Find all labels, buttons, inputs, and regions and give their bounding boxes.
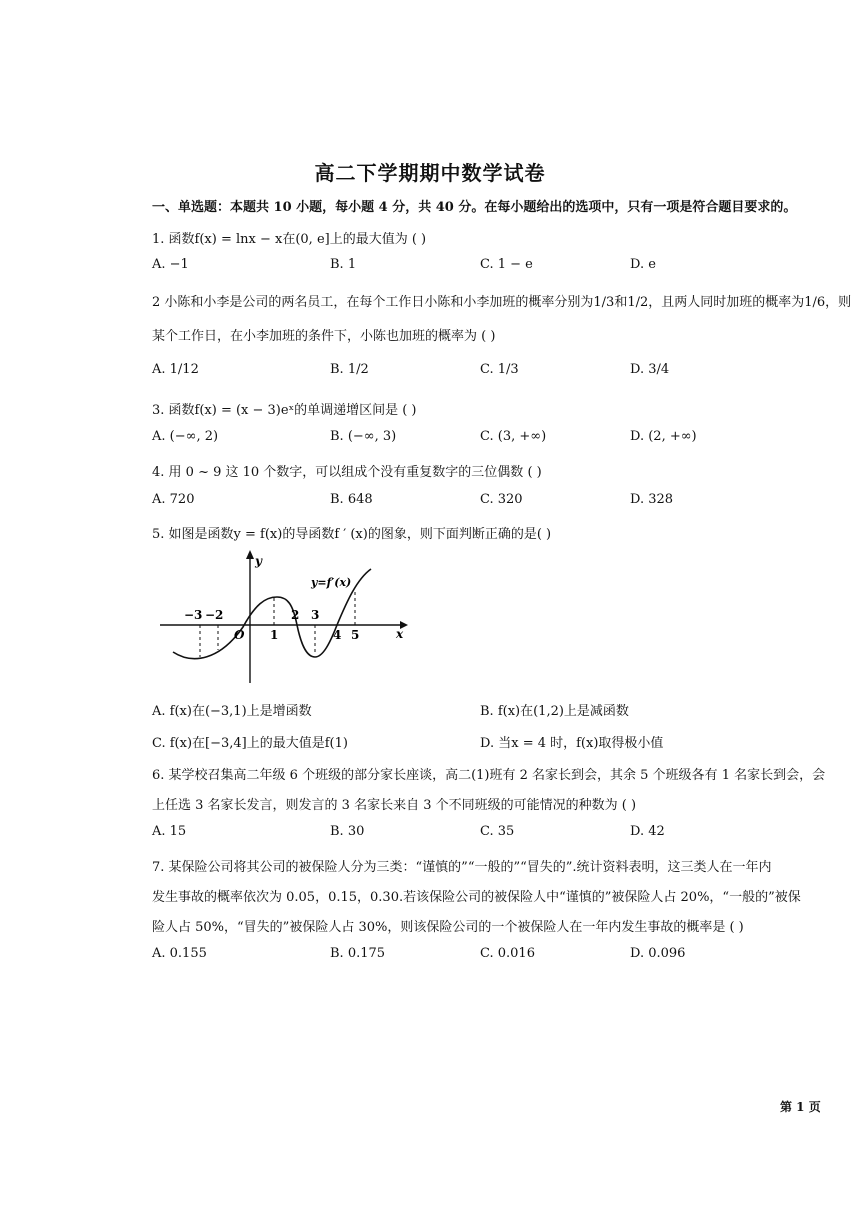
q1-option-c: C. 1 − e [480, 257, 533, 272]
q3-option-c: C. (3, +∞) [480, 429, 547, 444]
question-7-stem-line-1: 7. 某保险公司将其公司的被保险人分为三类：“谨慎的”“一般的”“冒失的”.统计资料表明，这三类人在一年内 [152, 860, 772, 875]
q4-option-a: A. 720 [152, 492, 195, 507]
q7-option-d: D. 0.096 [630, 946, 686, 961]
tick-label-4: 4 [333, 628, 342, 642]
tick-label-neg3: −3 [184, 608, 203, 622]
q1-option-b: B. 1 [330, 257, 357, 272]
x-axis-label: x [396, 627, 404, 641]
page-number: 第 1 页 [780, 1100, 821, 1114]
section-header: 一、单选题：本题共 10 小题，每小题 4 分，共 40 分。在每小题给出的选项中，只有一项是符合题目要求的。 [152, 200, 797, 215]
question-7-stem-line-2: 发生事故的概率依次为 0.05，0.15，0.30.若该保险公司的被保险人中“谨慎的”被保险人占 20%，“一般的”被保 [152, 890, 801, 905]
q2-option-b: B. 1/2 [330, 362, 369, 377]
question-4-stem: 4. 用 0 ~ 9 这 10 个数字，可以组成个没有重复数字的三位偶数 ( ) [152, 465, 542, 480]
q4-option-c: C. 320 [480, 492, 523, 507]
q2-option-c: C. 1/3 [480, 362, 519, 377]
q4-option-d: D. 328 [630, 492, 674, 507]
q2-option-a: A. 1/12 [152, 362, 199, 377]
question-1-stem: 1. 函数f(x) = lnx − x在(0, e]上的最大值为 ( ) [152, 232, 427, 247]
question-3-stem: 3. 函数f(x) = (x − 3)eˣ的单调递增区间是 ( ) [152, 403, 417, 418]
question-5-stem: 5. 如图是函数y = f(x)的导函数f ′ (x)的图象，则下面判断正确的是( ) [152, 527, 552, 542]
question-6-stem-line-1: 6. 某学校召集高二年级 6 个班级的部分家长座谈，高二(1)班有 2 名家长到会，其余 5 个班级各有 1 名家长到会，会 [152, 768, 826, 783]
q5-option-d: D. 当x = 4 时，f(x)取得极小值 [480, 736, 664, 751]
q3-option-a: A. (−∞, 2) [152, 429, 219, 444]
y-axis-label: y [255, 554, 262, 568]
q6-option-b: B. 30 [330, 824, 365, 839]
q1-option-d: D. e [630, 257, 656, 272]
q7-option-a: A. 0.155 [152, 946, 207, 961]
q7-option-c: C. 0.016 [480, 946, 535, 961]
curve-label: y=f′(x) [311, 576, 352, 589]
tick-label-3: 3 [311, 608, 320, 622]
y-axis-arrow [246, 550, 254, 559]
tick-label-1: 1 [270, 628, 279, 642]
q5-option-c: C. f(x)在[−3,4]上的最大值是f(1) [152, 736, 348, 751]
q2-option-d: D. 3/4 [630, 362, 670, 377]
question-7-stem-line-3: 险人占 50%，“冒失的”被保险人占 30%，则该保险公司的一个被保险人在一年内发生事故的概率是 ( ) [152, 920, 744, 935]
origin-label: O [234, 628, 245, 642]
question-2-stem-line-1: 2 小陈和小李是公司的两名员工，在每个工作日小陈和小李加班的概率分别为1/3和1/2，且两人同时加班的概率为1/6，则 [152, 295, 852, 310]
question-2-stem-line-2: 某个工作日，在小李加班的条件下，小陈也加班的概率为 ( ) [152, 329, 496, 344]
question-6-stem-line-2: 上任选 3 名家长发言，则发言的 3 名家长来自 3 个不同班级的可能情况的种数为 ( ) [152, 798, 637, 813]
tick-label-2: 2 [291, 608, 300, 622]
q6-option-a: A. 15 [152, 824, 187, 839]
q6-option-c: C. 35 [480, 824, 515, 839]
q6-option-d: D. 42 [630, 824, 665, 839]
tick-label-5: 5 [351, 628, 360, 642]
exam-title: 高二下学期期中数学试卷 [314, 161, 546, 185]
derivative-graph [155, 545, 415, 685]
q3-option-d: D. (2, +∞) [630, 429, 697, 444]
q7-option-b: B. 0.175 [330, 946, 386, 961]
q4-option-b: B. 648 [330, 492, 373, 507]
q1-option-a: A. −1 [152, 257, 189, 272]
q5-option-b: B. f(x)在(1,2)上是减函数 [480, 704, 629, 719]
q3-option-b: B. (−∞, 3) [330, 429, 397, 444]
q5-option-a: A. f(x)在(−3,1)上是增函数 [152, 704, 312, 719]
tick-label-neg2: −2 [205, 608, 224, 622]
